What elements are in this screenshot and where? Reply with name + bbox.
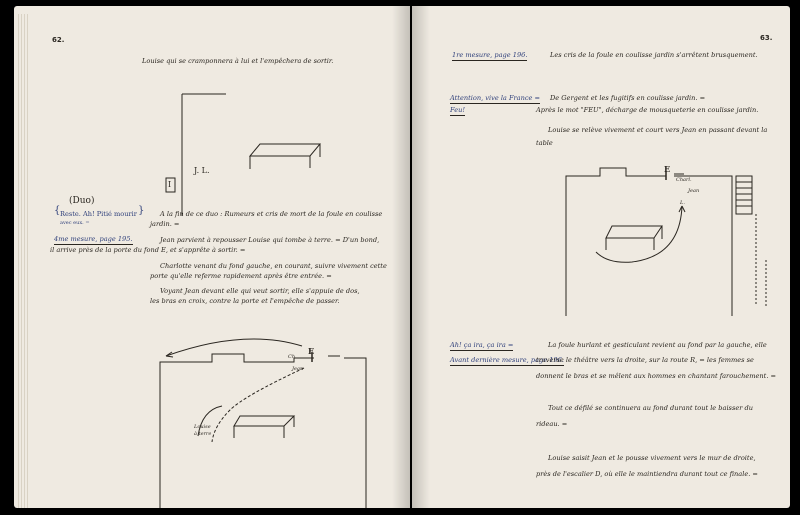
line-gergent: De Gergent et les fugitifs en coulisse jardin. =	[550, 94, 706, 102]
para-final-2: près de l'escalier D, où elle le maintiendra durant tout ce finale. =	[536, 470, 758, 478]
l-label: L.	[680, 200, 685, 206]
marker-jl: J. L.	[194, 166, 210, 175]
cue-1: Les cris de la foule en coulisse jardin s'arrêtent brusquement.	[550, 51, 758, 59]
para1-line-3: Jean parvient à repousser Louise qui tombe à terre. = D'un bond,	[160, 236, 380, 244]
intro-text: Louise qui se cramponnera à lui et l'empêchera de sortir.	[142, 57, 334, 65]
para2-line-4: les bras en croix, contre la porte et l'empêche de passer.	[150, 297, 340, 305]
para2-line-3: Voyant Jean devant elle qui veut sortir, elle s'appuie de dos,	[160, 287, 360, 295]
door-e-label-3: E	[664, 164, 671, 174]
para-defile-2: rideau. =	[536, 420, 568, 428]
cue-attention: Attention, vive la France =	[450, 94, 541, 102]
line-feu: Après le mot "FEU", décharge de mousqueterie en coulisse jardin.	[536, 106, 759, 114]
page-number-left: 62.	[52, 36, 65, 44]
para-defile-1: Tout ce défilé se continuera au fond durant tout le baisser du	[548, 404, 753, 412]
charl-label: Charl.	[676, 177, 692, 183]
para1-line-2: jardin. =	[150, 220, 180, 228]
louise-path	[596, 206, 682, 262]
dashed-path	[212, 368, 304, 442]
duo-line-2: avec eux. =	[60, 220, 90, 226]
jean-label: Jean	[292, 366, 304, 372]
para2-line-2: porte qu'elle referme rapidement après être entrée. =	[150, 272, 332, 280]
table-3	[606, 226, 662, 250]
stage-diagram-2	[14, 6, 410, 508]
para-louise-2: table	[536, 139, 553, 147]
marker-i: I	[168, 180, 172, 189]
louise-label: Louise	[194, 424, 211, 430]
page-number-right: 63.	[760, 34, 773, 42]
cue-ah: Ah! ça ira, ça ira =	[450, 341, 514, 349]
back-wall	[160, 354, 366, 508]
cue-feu: Feu!	[450, 106, 466, 114]
table-2	[234, 416, 294, 438]
para2-line-1: Charlotte venant du fond gauche, en courant, suivre vivement cette	[160, 262, 387, 270]
duo-line-1: Reste. Ah! Pitié mourir	[60, 210, 137, 218]
measure-left: 4me mesure, page 195.	[54, 235, 133, 243]
brace-right: }	[138, 205, 145, 216]
brace-left: {	[54, 205, 61, 216]
para1-line-1: A la fin de ce duo : Rumeurs et cris de mort de la foule en coulisse	[160, 210, 383, 218]
para-foule-2: traverse le théâtre vers la droite, sur la route R, = les femmes se	[536, 356, 754, 364]
para-louise-1: Louise se relève vivement et court vers Jean en passant devant la	[548, 126, 768, 134]
para1-line-4: il arrive près de la porte du fond E, et s'apprête à sortir. =	[50, 246, 246, 254]
arc-arrow	[166, 339, 302, 356]
duo-label: (Duo)	[69, 196, 95, 206]
jean-label-3: Jean	[688, 188, 700, 194]
stage-diagram-3	[412, 6, 790, 508]
ch-label: Ch.	[288, 354, 297, 360]
measure-right: 1re mesure, page 196.	[452, 51, 528, 59]
left-page	[14, 6, 410, 508]
back-wall-3	[566, 168, 732, 316]
cue-avant: Avant dernière mesure, page 196.	[450, 356, 564, 364]
terre-label: à terre	[194, 431, 212, 437]
right-page	[412, 6, 790, 508]
para-final-1: Louise saisit Jean et le pousse vivement vers le mur de droite,	[548, 454, 756, 462]
stairs	[736, 176, 752, 214]
para-foule-3: donnent le bras et se mêlent aux hommes en chantant farouchement. =	[536, 372, 777, 380]
door-e-label: E	[308, 346, 315, 356]
para-foule-1: La foule hurlant et gesticulant revient au fond par la gauche, elle	[548, 341, 767, 349]
